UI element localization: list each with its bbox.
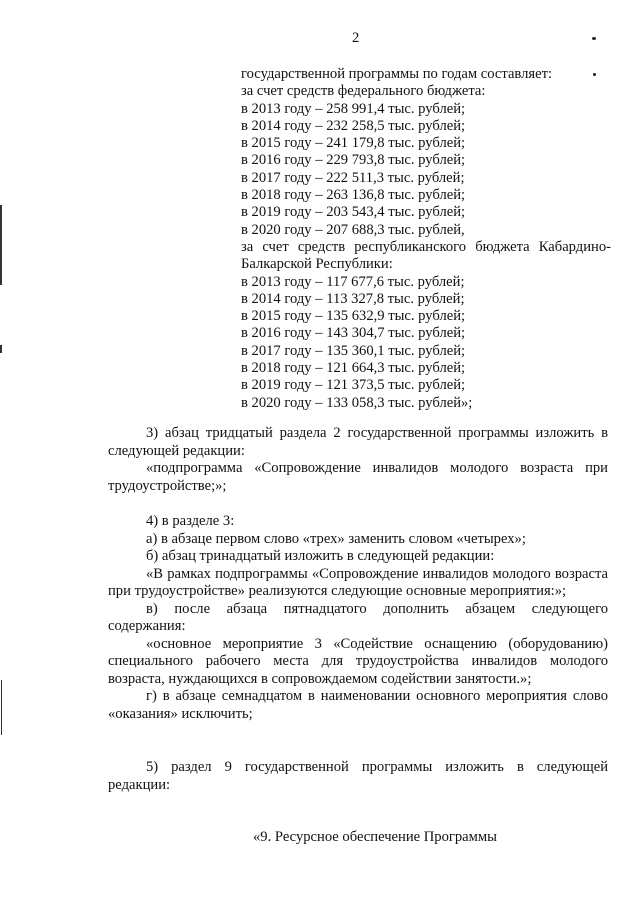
republic-year-line: в 2016 году – 143 304,7 тыс. рублей; bbox=[241, 325, 466, 342]
scan-edge-mark bbox=[0, 205, 2, 285]
item-4-a: а) в абзаце первом слово «трех» заменить словом «четырех»; bbox=[146, 530, 526, 547]
federal-year-line: в 2013 году – 258 991,4 тыс. рублей; bbox=[241, 100, 466, 117]
item-3 bbox=[108, 425, 608, 495]
republic-year-line: в 2017 году – 135 360,1 тыс. рублей; bbox=[241, 342, 466, 359]
item-4-v-quote: «основное мероприятие 3 «Содействие оснащению (оборудованию) специального рабочего места для трудоустройства инвалидов молодого возраста, нуждающихся в сопровождаемом содействии занятости.»; bbox=[108, 635, 608, 687]
scan-edge-mark bbox=[0, 345, 2, 353]
item-3-text: 3) абзац тридцатый раздела 2 государственной программы изложить в следующей редакции: bbox=[108, 425, 608, 459]
scan-edge-mark bbox=[1, 680, 2, 735]
item-4 bbox=[108, 513, 608, 723]
budget-block bbox=[241, 66, 611, 412]
item-4-v: в) после абзаца пятнадцатого дополнить абзацем следующего содержания: bbox=[108, 600, 608, 634]
republic-year-line: в 2019 году – 121 373,5 тыс. рублей; bbox=[241, 377, 466, 394]
section-heading: «9. Ресурсное обеспечение Программы bbox=[253, 829, 497, 845]
federal-heading: за счет средств федерального бюджета: bbox=[241, 83, 486, 100]
republic-heading: за счет средств республиканского бюджета Кабардино-Балкарской Республики: bbox=[241, 238, 611, 273]
item-5 bbox=[108, 759, 608, 794]
federal-year-line: в 2018 году – 263 136,8 тыс. рублей; bbox=[241, 187, 466, 204]
republic-list bbox=[241, 274, 611, 412]
page-number: 2 bbox=[352, 30, 360, 46]
item-5-text: 5) раздел 9 государственной программы изложить в следующей редакции: bbox=[108, 759, 608, 793]
republic-year-line: в 2013 году – 117 677,6 тыс. рублей; bbox=[241, 273, 465, 290]
republic-year-line: в 2020 году – 133 058,3 тыс. рублей»; bbox=[241, 394, 473, 411]
federal-year-line: в 2016 году – 229 793,8 тыс. рублей; bbox=[241, 152, 466, 169]
republic-year-line: в 2015 году – 135 632,9 тыс. рублей; bbox=[241, 308, 466, 325]
federal-list bbox=[241, 101, 611, 239]
federal-year-line: в 2017 году – 222 511,3 тыс. рублей; bbox=[241, 169, 465, 186]
scan-speck bbox=[592, 37, 596, 40]
federal-year-line: в 2015 году – 241 179,8 тыс. рублей; bbox=[241, 135, 466, 152]
republic-year-line: в 2018 году – 121 664,3 тыс. рублей; bbox=[241, 360, 466, 377]
federal-year-line: в 2014 году – 232 258,5 тыс. рублей; bbox=[241, 117, 466, 134]
budget-intro: государственной программы по годам составляет: bbox=[241, 66, 553, 82]
item-4-b-quote: «В рамках подпрограммы «Сопровождение инвалидов молодого возраста при трудоустройстве» реализуются следующие основные мероприятия:»; bbox=[108, 565, 608, 599]
item-4-intro: 4) в разделе 3: bbox=[146, 513, 235, 529]
item-3-quote: «подпрограмма «Сопровождение инвалидов молодого возраста при трудоустройстве;»; bbox=[108, 460, 608, 494]
federal-year-line: в 2019 году – 203 543,4 тыс. рублей; bbox=[241, 204, 466, 221]
item-4-b: б) абзац тринадцатый изложить в следующей редакции: bbox=[146, 548, 495, 564]
item-4-g: г) в абзаце семнадцатом в наименовании основного мероприятия слово «оказания» исключить; bbox=[108, 688, 608, 722]
republic-year-line: в 2014 году – 113 327,8 тыс. рублей; bbox=[241, 290, 465, 307]
federal-year-line: в 2020 году – 207 688,3 тыс. рублей, bbox=[241, 221, 465, 238]
